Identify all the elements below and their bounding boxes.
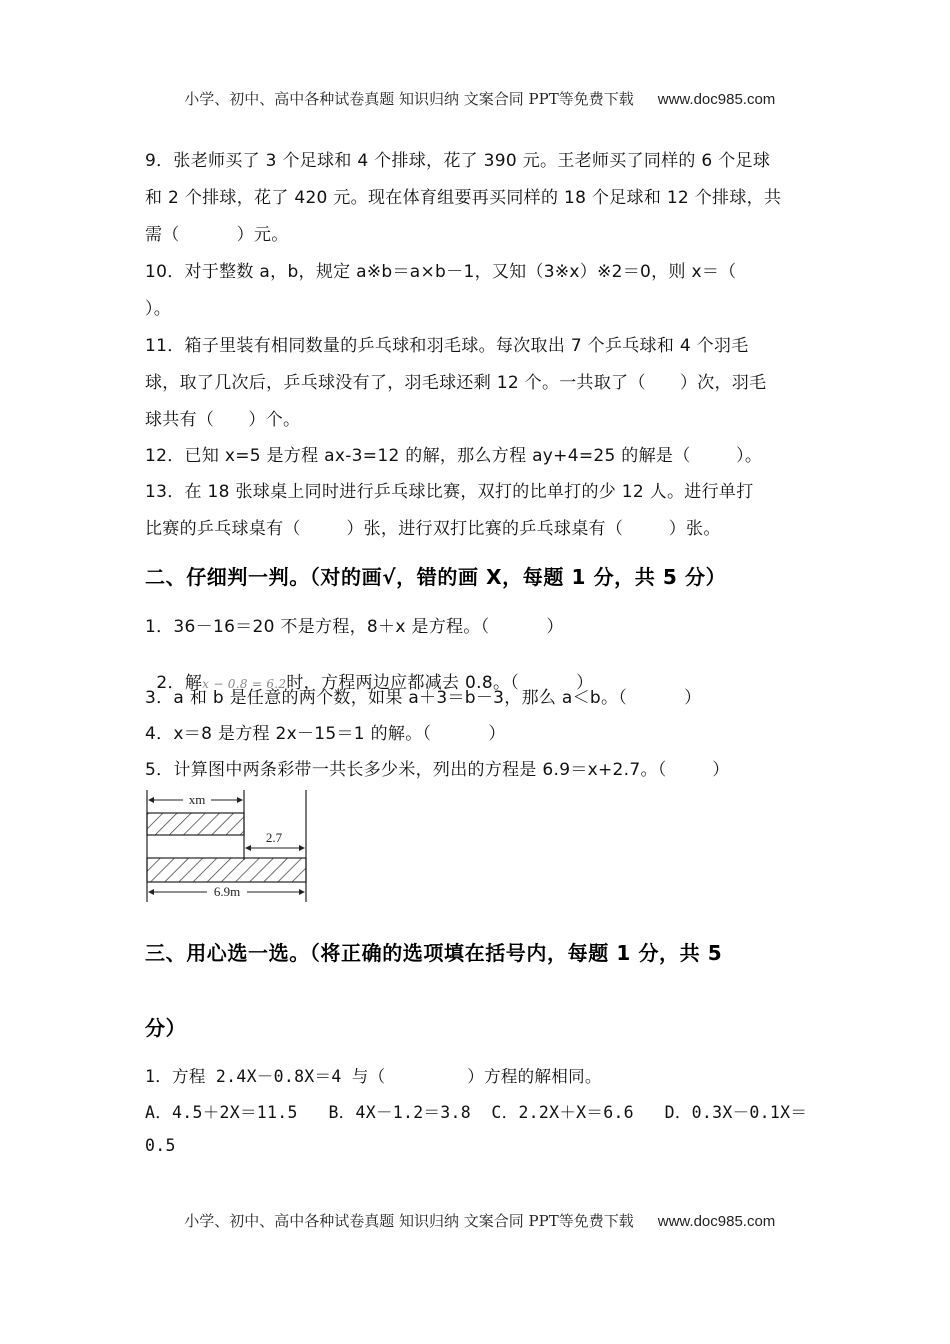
top-label: xm	[188, 792, 206, 807]
footer-text: 小学、初中、高中各种试卷真题 知识归纳 文案合同 PPT等免费下载	[184, 1212, 634, 1230]
page-footer	[0, 1192, 950, 1231]
header-url: www.doc985.com	[657, 91, 776, 108]
header-text: 小学、初中、高中各种试卷真题 知识归纳 文案合同 PPT等免费下载	[184, 90, 634, 108]
q9-line1: 9．张老师买了 3 个足球和 4 个排球，花了 390 元。王老师买了同样的 6 个足球	[145, 151, 771, 171]
footer-url: www.doc985.com	[657, 1213, 776, 1230]
s2-q3: 3．a 和 b 是任意的两个数，如果 a＋3＝b－3，那么 a＜b。（ ）	[145, 688, 702, 708]
q11-line2: 球，取了几次后，乒乓球没有了，羽毛球还剩 12 个。一共取了（ ）次，羽毛	[145, 373, 767, 393]
q9-line3: 需（ ）元。	[145, 225, 289, 245]
q12-line1: 12．已知 x=5 是方程 ax-3=12 的解，那么方程 ay+4=25 的解是（ ）。	[145, 446, 763, 466]
s2-q4: 4．x＝8 是方程 2x－15＝1 的解。（ ）	[145, 724, 506, 744]
s2-q2-after: 时，方程两边应都减去 0.8。（ ）	[286, 673, 594, 693]
bottom-label: 6.9m	[213, 884, 241, 899]
q10-line1: 10．对于整数 a，b，规定 a※b＝a×b－1，又知（3※x）※2＝0，则 x＝（	[145, 262, 737, 282]
s3-q1: 1．方程 2.4X－0.8X＝4 与（ ）方程的解相同。	[145, 1067, 602, 1086]
s2-q2-equation: x − 0.8 = 6.2	[202, 677, 287, 691]
bottom-ribbon	[147, 858, 306, 882]
s3-options: A．4.5＋2X＝11.5 B．4X－1.2＝3.8 C．2.2X＋X＝6.6 D．0.3X－0.1X＝	[145, 1103, 808, 1122]
s2-q5: 5．计算图中两条彩带一共长多少米，列出的方程是 6.9＝x+2.7。（ ）	[145, 760, 730, 780]
q11-line1: 11．箱子里装有相同数量的乒乓球和羽毛球。每次取出 7 个乒乓球和 4 个羽毛	[145, 336, 749, 356]
s3-options-cont: 0.5	[145, 1136, 176, 1155]
q9-line2: 和 2 个排球，花了 420 元。现在体育组要再买同样的 18 个足球和 12 个排球，共	[145, 188, 782, 208]
section3-title-line2: 分）	[145, 1016, 187, 1040]
top-ribbon	[147, 813, 244, 835]
s2-q1: 1．36－16＝20 不是方程，8＋x 是方程。（ ）	[145, 617, 564, 637]
q11-line3: 球共有（ ）个。	[145, 410, 301, 430]
q10-line2: ）。	[145, 299, 172, 319]
page-header	[0, 70, 950, 109]
middle-label: 2.7	[265, 830, 283, 845]
section3-title-line1: 三、用心选一选。（将正确的选项填在括号内，每题 1 分，共 5	[145, 941, 723, 965]
ribbon-diagram	[145, 788, 315, 904]
q13-line1: 13．在 18 张球桌上同时进行乒乓球比赛，双打的比单打的少 12 人。进行单打	[145, 482, 754, 502]
s2-q2-before: 2．解	[156, 673, 203, 693]
section2-title: 二、仔细判一判。（对的画√，错的画 X，每题 1 分，共 5 分）	[145, 565, 727, 589]
q13-line2: 比赛的乒乓球桌有（ ）张，进行双打比赛的乒乓球桌有（ ）张。	[145, 519, 721, 539]
